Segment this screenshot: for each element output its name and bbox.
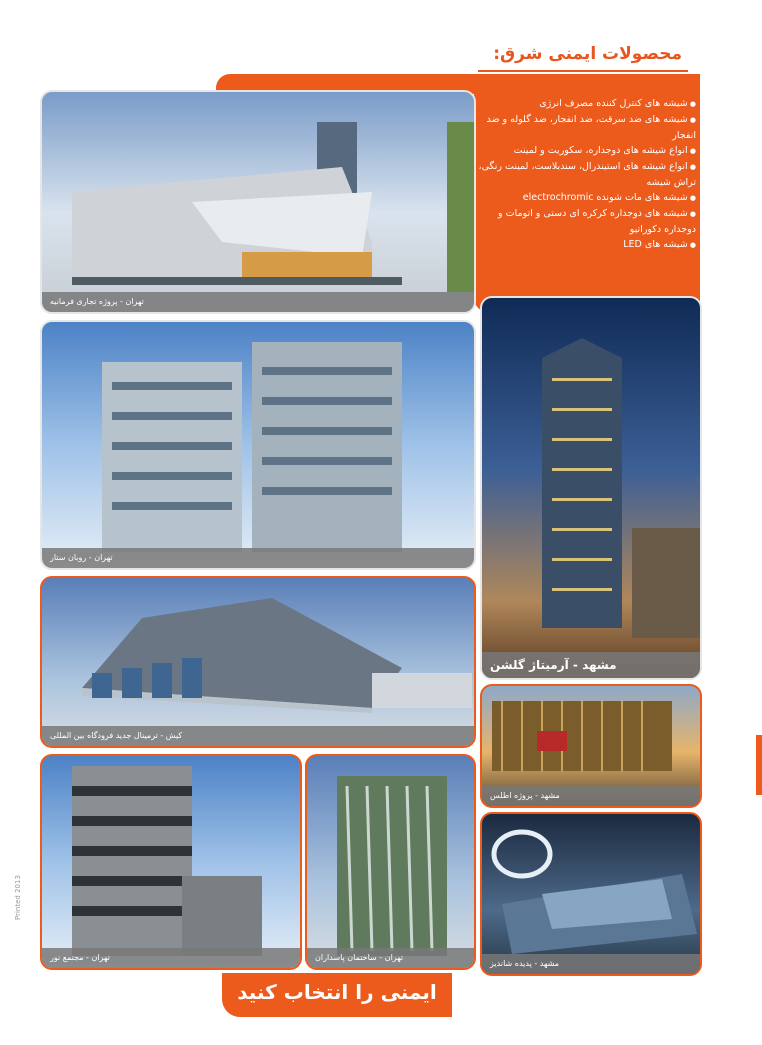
title-underline [478,70,688,72]
footer-slogan: ایمنی را انتخاب کنید [237,980,437,1004]
feature-item: ● شیشه های LED [478,237,696,253]
project-photo-shandiz [480,812,702,976]
side-print-note: Printed 2013 [14,875,22,920]
project-photo-farmanieh [40,90,476,314]
project-caption: کیش - ترمینال جدید فرودگاه بین المللی [42,726,474,746]
project-caption: تهران - ساختمان پاسداران [307,948,474,968]
project-caption: مشهد - پدیده شاندیز [482,954,700,974]
project-caption: مشهد - آرمیتاژ گلشن [482,652,700,678]
feature-item: ● انواع شیشه های استیندرال، سندبلاست، لمینت رنگی، تراش شیشه [478,159,696,190]
project-photo-pasdaran [305,754,476,970]
feature-item: ● شیشه های مات شونده electrochromic [478,190,696,206]
page-edge-mark [756,735,762,795]
project-photo-kish [40,576,476,748]
building-illustration [42,578,476,748]
project-photo-armitage [480,296,702,680]
building-illustration [482,814,702,976]
building-illustration [307,756,476,970]
features-list [478,96,696,253]
feature-item: ● انواع شیشه های دوجداره، سکوریت و لمینت [478,143,696,159]
building-illustration [42,322,476,570]
project-photo-atlas [480,684,702,808]
feature-item: ● شیشه های دوجداره کرکره ای دستی و اتومات و دوجداره دکوراتیو [478,206,696,237]
building-illustration [42,92,476,314]
building-illustration [42,756,302,970]
project-photo-sattar [40,320,476,570]
project-caption: مشهد - پروژه اطلس [482,786,700,806]
feature-item: ● شیشه های ضد سرقت، ضد انفجار، ضد گلوله و ضد انفجار [478,112,696,143]
building-illustration [482,298,702,680]
project-caption: تهران - مجتمع نور [42,948,300,968]
project-photo-noor [40,754,302,970]
page-title: محصولات ایمنی شرق: [493,44,682,64]
project-caption: تهران - روبان ستار [42,548,474,568]
feature-item: ● شیشه های کنترل کننده مصرف انرژی [478,96,696,112]
project-caption: تهران - پروژه تجاری فرمانیه [42,292,474,312]
